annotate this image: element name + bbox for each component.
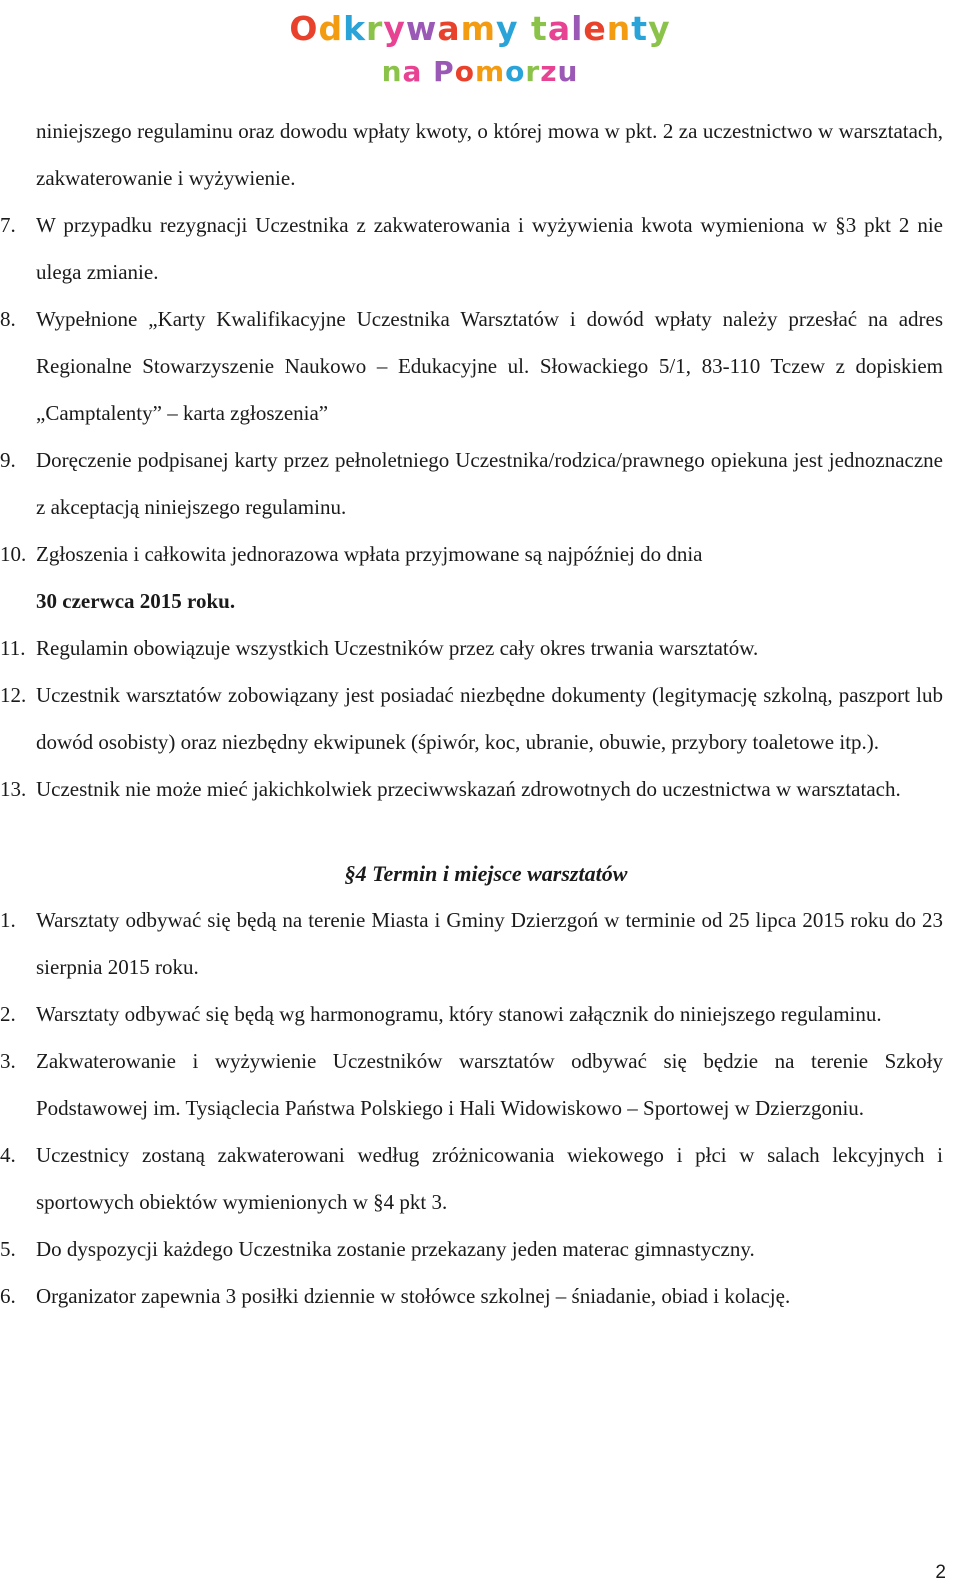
item-number: 4. [0,1143,16,1167]
list-item [0,625,960,672]
item-number: 10. [0,542,27,566]
item-text: Doręczenie podpisanej karty przez pełnoletniego Uczestnika/rodzica/prawnego opiekuna jest jednoznaczne z akceptacją niniejszego regulaminu. [36,448,943,519]
logo [0,4,960,96]
list-item [0,202,960,296]
item-text: Uczestnicy zostaną zakwaterowani według zróżnicowania wiekowego i płci w salach lekcyjnych i sportowych obiektów wymienionych w §4 pkt 3. [36,1143,943,1214]
list-item [0,991,960,1038]
list-item [0,531,960,625]
list-item [0,766,960,813]
item-text: Regulamin obowiązuje wszystkich Uczestników przez cały okres trwania warsztatów. [36,636,759,660]
deadline-date: 30 czerwca 2015 roku. [36,589,236,613]
list-item [0,296,960,437]
item-text: Wypełnione „Karty Kwalifikacyjne Uczestnika Warsztatów i dowód wpłaty należy przesłać na adres Regionalne Stowarzyszenie Naukowo – Edukacyjne ul. Słowackiego 5/1, 83-110 Tczew z dopiskiem „Camptalenty” – karta zgłoszenia” [36,307,943,425]
item-number: 9. [0,448,16,472]
item-number: 1. [0,908,16,932]
item-number: 11. [0,636,26,660]
item-text: Uczestnik nie może mieć jakichkolwiek przeciwwskazań zdrowotnych do uczestnictwa w warsztatach. [36,777,901,801]
item-number: 2. [0,1002,16,1026]
item-text: Organizator zapewnia 3 posiłki dziennie w stołówce szkolnej – śniadanie, obiad i kolację. [36,1284,791,1308]
page-number: 2 [935,1562,946,1583]
item-text: W przypadku rezygnacji Uczestnika z zakwaterowania i wyżywienia kwota wymieniona w §3 pkt 2 nie ulega zmianie. [36,213,943,284]
item-text: Zakwaterowanie i wyżywienie Uczestników warsztatów odbywać się będzie na terenie Szkoły Podstawowej im. Tysiąclecia Państwa Polskiego i Hali Widowiskowo – Sportowej w Dzierzgoniu. [36,1049,943,1120]
list-item [0,1132,960,1226]
item-number: 6. [0,1284,16,1308]
item-text: Warsztaty odbywać się będą na terenie Miasta i Gminy Dzierzgoń w terminie od 25 lipca 2015 roku do 23 sierpnia 2015 roku. [36,908,943,979]
list-item [0,1038,960,1132]
section4-list [0,897,960,1320]
item-number: 7. [0,213,16,237]
item-text: Zgłoszenia i całkowita jednorazowa wpłata przyjmowane są najpóźniej do dnia [36,542,703,566]
continuation-paragraph: niniejszego regulaminu oraz dowodu wpłaty kwoty, o której mowa w pkt. 2 za uczestnictwo w warsztatach, zakwaterowanie i wyżywienie. [36,119,943,190]
section-heading: §4 Termin i miejsce warsztatów [344,861,628,886]
logo-line-1: Odkrywamy talenty [289,9,671,48]
item-number: 3. [0,1049,16,1073]
item-text: Do dyspozycji każdego Uczestnika zostanie przekazany jeden materac gimnastyczny. [36,1237,755,1261]
section3-list [0,202,960,813]
item-text: Uczestnik warsztatów zobowiązany jest posiadać niezbędne dokumenty (legitymację szkolną, paszport lub dowód osobisty) oraz niezbędny ekwipunek (śpiwór, koc, ubranie, obuwie, przybory toaletowe itp.). [36,683,943,754]
item-number: 12. [0,683,27,707]
item-number: 8. [0,307,16,331]
logo-line-2: na Pomorzu [381,55,579,88]
list-item [0,1273,960,1320]
list-item [0,1226,960,1273]
item-number: 5. [0,1237,16,1261]
item-number: 13. [0,777,27,801]
document-body [0,108,960,1320]
list-item [0,672,960,766]
list-item [0,897,960,991]
list-item [0,437,960,531]
item-text: Warsztaty odbywać się będą wg harmonogramu, który stanowi załącznik do niniejszego regulaminu. [36,1002,882,1026]
